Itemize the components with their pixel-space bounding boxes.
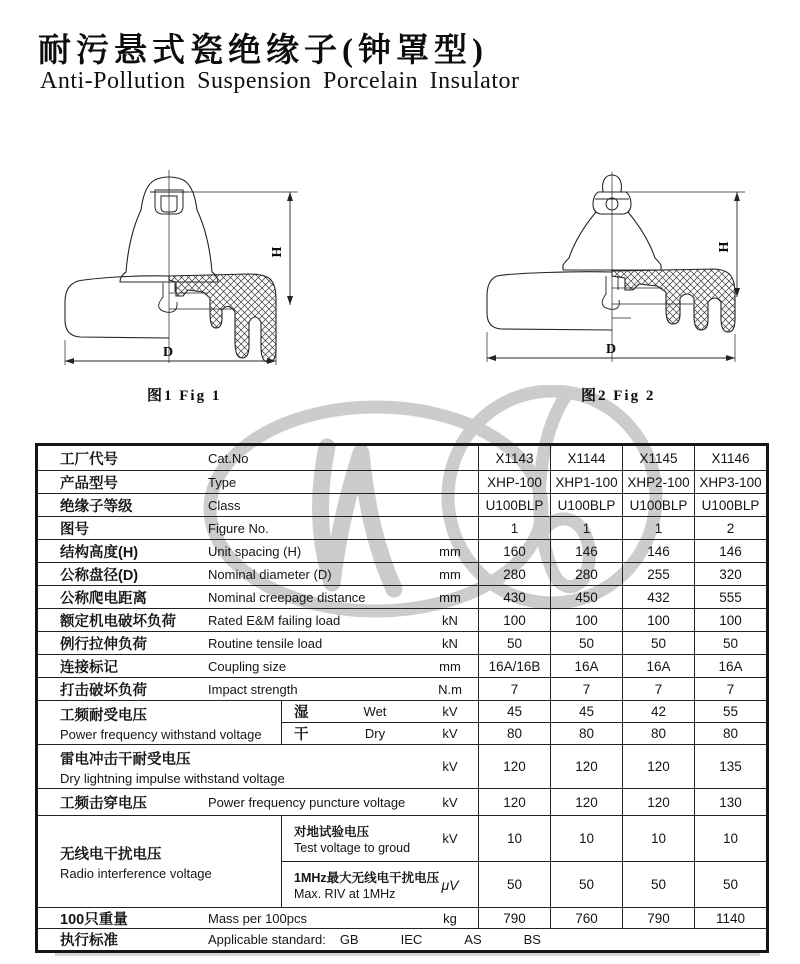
value-cell: 10 <box>694 816 766 861</box>
page-subtitle: Anti-Pollution Suspension Porcelain Insulator <box>40 68 520 94</box>
value-cell: 790 <box>478 908 550 928</box>
value-cell: 120 <box>478 745 550 788</box>
value-cell: 760 <box>550 908 622 928</box>
value-cell: 100 <box>478 609 550 631</box>
table-row-figure-no <box>38 516 766 539</box>
value-cell: XHP-100 <box>478 471 550 493</box>
value-cell: 120 <box>622 745 694 788</box>
value-cell: 1 <box>550 517 622 539</box>
value-cell: 16A/16B <box>478 655 550 677</box>
row-label-en: Power frequency puncture voltage <box>208 794 406 810</box>
sub-label-en: Test voltage to groud <box>294 841 411 855</box>
value-cell: U100BLP <box>550 494 622 516</box>
unit-cell <box>422 494 478 516</box>
d-arrow-left <box>65 358 74 364</box>
row-label-en: Rated E&M failing load <box>208 612 341 628</box>
value-cell: 16A <box>622 655 694 677</box>
value-cell: 7 <box>622 678 694 700</box>
insulator-drawing-fig2 <box>435 162 765 392</box>
value-cell: 80 <box>694 723 766 744</box>
value-cell: 10 <box>550 816 622 861</box>
value-cell: 320 <box>694 563 766 585</box>
unit-cell: μV <box>441 876 459 893</box>
table-row-puncture-voltage <box>38 788 766 815</box>
disc-section-hatched <box>612 269 735 332</box>
standard-item: GB <box>339 932 359 947</box>
unit-cell: kV <box>442 726 458 741</box>
row-label-cn: 工频耐受电压 <box>60 707 147 724</box>
row-label-en: Figure No. <box>208 520 269 536</box>
table-row-impact-strength <box>38 677 766 700</box>
row-label-en: Dry lightning impulse withstand voltage <box>60 770 285 786</box>
value-cell: 1 <box>478 517 550 539</box>
value-cell: 10 <box>622 816 694 861</box>
unit-cell: mm <box>439 543 461 559</box>
value-cell: 7 <box>478 678 550 700</box>
value-cell: 50 <box>622 862 694 907</box>
value-cell: 135 <box>694 745 766 788</box>
value-cell: XHP2-100 <box>622 471 694 493</box>
row-label-en: Mass per 100pcs <box>208 910 307 926</box>
value-cell: X1143 <box>478 446 550 470</box>
row-label-en: Cat.No <box>208 450 249 466</box>
value-cell: 7 <box>694 678 766 700</box>
value-cell: 160 <box>478 540 550 562</box>
value-cell: 45 <box>478 701 550 722</box>
row-label-cn: 公称爬电距离 <box>60 590 147 607</box>
page-title: 耐污悬式瓷绝缘子(钟罩型) <box>38 33 488 69</box>
value-cell: 146 <box>622 540 694 562</box>
value-cell: 16A <box>550 655 622 677</box>
value-cell: 100 <box>694 609 766 631</box>
row-label-cn: 执行标准 <box>60 933 118 949</box>
unit-cell: N.m <box>438 681 462 697</box>
unit-cell: kg <box>443 910 457 926</box>
value-cell: 280 <box>550 563 622 585</box>
value-cell: 120 <box>622 789 694 815</box>
row-label-en: Applicable standard: <box>208 932 326 947</box>
sub-label-cn: 湿 <box>294 705 309 721</box>
value-cell: X1144 <box>550 446 622 470</box>
value-cell: 50 <box>694 862 766 907</box>
standard-item: AS <box>464 932 482 947</box>
table-row-unit-spacing <box>38 539 766 562</box>
row-label-cn: 公称盘径(D) <box>60 567 139 584</box>
pin-detail <box>159 283 177 312</box>
unit-cell <box>422 471 478 493</box>
h-arrow-up <box>734 192 740 201</box>
unit-cell: kV <box>442 794 458 810</box>
table-row-standard <box>38 928 766 950</box>
unit-cell: mm <box>439 658 461 674</box>
row-label-cn: 绝缘子等级 <box>60 498 133 515</box>
row-label-en: Impact strength <box>208 681 298 697</box>
sub-label-en: Dry <box>364 726 386 741</box>
row-label-cn: 无线电干扰电压 <box>60 846 162 863</box>
value-cell: X1146 <box>694 446 766 470</box>
row-label-en: Radio interference voltage <box>60 865 212 881</box>
insulator-drawing-fig1 <box>38 162 318 392</box>
sub-label-cn: 1MHz最大无线电干扰电压 <box>294 871 440 885</box>
unit-cell <box>422 517 478 539</box>
value-cell: 130 <box>694 789 766 815</box>
row-label-cn: 100只重量 <box>60 911 128 928</box>
value-cell: 790 <box>622 908 694 928</box>
row-label-cn: 额定机电破坏负荷 <box>60 613 176 630</box>
sub-label-cn: 对地试验电压 <box>294 825 370 839</box>
disc-section-hatched <box>169 274 276 362</box>
value-cell: 100 <box>550 609 622 631</box>
dim-label-d-fig1: D <box>162 345 174 360</box>
value-cell: 42 <box>622 701 694 722</box>
table-row-rated-load <box>38 608 766 631</box>
unit-cell: kV <box>442 759 458 774</box>
row-label-en: Unit spacing (H) <box>208 543 302 559</box>
value-cell: XHP1-100 <box>550 471 622 493</box>
figure-2-caption: 图2 Fig 2 <box>581 388 656 404</box>
table-row-mass <box>38 907 766 928</box>
row-label-cn: 打击破坏负荷 <box>60 682 147 699</box>
value-cell: 7 <box>550 678 622 700</box>
row-label-en: Type <box>208 474 237 490</box>
sub-label-en: Max. RIV at 1MHz <box>294 887 396 901</box>
value-cell: 50 <box>694 632 766 654</box>
value-cell: 120 <box>550 745 622 788</box>
h-arrow-down <box>287 296 293 305</box>
table-row-type <box>38 470 766 493</box>
figure-1-caption: 图1 Fig 1 <box>147 388 222 404</box>
disc-outline <box>65 276 169 338</box>
value-cell: 280 <box>478 563 550 585</box>
table-row-creepage-distance <box>38 585 766 608</box>
d-arrow-right <box>726 355 735 361</box>
row-label-cn: 结构高度(H) <box>60 544 139 561</box>
value-cell: 255 <box>622 563 694 585</box>
table-row-cat-no <box>38 446 766 470</box>
value-cell: 45 <box>550 701 622 722</box>
sub-row-dry <box>282 722 766 744</box>
sub-row-wet <box>282 701 766 722</box>
unit-cell: kV <box>442 831 458 846</box>
row-label-en: Class <box>208 497 241 513</box>
value-cell: 50 <box>550 632 622 654</box>
table-row-lightning-impulse <box>38 744 766 788</box>
unit-cell: kN <box>442 635 458 651</box>
sub-label-en: Wet <box>363 704 387 719</box>
dim-label-d-fig2: D <box>605 342 617 357</box>
h-arrow-up <box>287 192 293 201</box>
row-label-en: Routine tensile load <box>208 635 323 651</box>
value-cell: 16A <box>694 655 766 677</box>
value-cell: U100BLP <box>478 494 550 516</box>
unit-cell <box>422 446 478 470</box>
value-cell: 146 <box>694 540 766 562</box>
spec-table <box>35 443 769 953</box>
table-row-riv <box>38 815 766 907</box>
row-label-en: Power frequency withstand voltage <box>60 726 262 742</box>
standard-item: BS <box>523 932 541 947</box>
value-cell: 80 <box>478 723 550 744</box>
value-cell: X1145 <box>622 446 694 470</box>
value-cell: 120 <box>550 789 622 815</box>
value-cell: 80 <box>622 723 694 744</box>
row-label-cn: 图号 <box>60 521 89 538</box>
scan-artifact-line <box>55 953 760 956</box>
value-cell: U100BLP <box>622 494 694 516</box>
row-label-cn: 工频击穿电压 <box>60 795 147 812</box>
value-cell: 2 <box>694 517 766 539</box>
value-cell: 450 <box>550 586 622 608</box>
value-cell: 432 <box>622 586 694 608</box>
value-cell: 555 <box>694 586 766 608</box>
dim-label-h-fig2: H <box>717 241 732 253</box>
value-cell: 430 <box>478 586 550 608</box>
d-arrow-left <box>487 355 496 361</box>
value-cell: 1 <box>622 517 694 539</box>
sub-row-test-voltage-ground <box>282 816 766 861</box>
value-cell: 50 <box>622 632 694 654</box>
row-label-cn: 雷电冲击干耐受电压 <box>60 751 191 768</box>
disc-outline <box>487 272 612 330</box>
standard-item: IEC <box>400 932 423 947</box>
value-cell: 120 <box>478 789 550 815</box>
value-cell: 50 <box>478 862 550 907</box>
table-row-nominal-diameter <box>38 562 766 585</box>
row-label-en: Nominal creepage distance <box>208 589 366 605</box>
value-cell: 55 <box>694 701 766 722</box>
row-label-cn: 例行拉伸负荷 <box>60 636 147 653</box>
unit-cell: mm <box>439 566 461 582</box>
row-label-cn: 工厂代号 <box>60 451 118 468</box>
sub-row-max-riv <box>282 861 766 907</box>
table-row-coupling-size <box>38 654 766 677</box>
value-cell: 50 <box>550 862 622 907</box>
table-row-pf-withstand <box>38 700 766 744</box>
value-cell: XHP3-100 <box>694 471 766 493</box>
unit-cell: kN <box>442 612 458 628</box>
table-row-routine-load <box>38 631 766 654</box>
row-label-cn: 连接标记 <box>60 659 118 676</box>
value-cell: 10 <box>478 816 550 861</box>
unit-cell: kV <box>442 704 458 719</box>
row-label-cn: 产品型号 <box>60 475 118 492</box>
value-cell: 80 <box>550 723 622 744</box>
row-label-en: Nominal diameter (D) <box>208 566 332 582</box>
sub-label-cn: 干 <box>294 727 309 743</box>
value-cell: 1140 <box>694 908 766 928</box>
value-cell: 146 <box>550 540 622 562</box>
value-cell: 100 <box>622 609 694 631</box>
value-cell: U100BLP <box>694 494 766 516</box>
row-label-en: Coupling size <box>208 658 287 674</box>
value-cell: 50 <box>478 632 550 654</box>
dim-label-h-fig1: H <box>270 246 285 258</box>
table-row-class <box>38 493 766 516</box>
unit-cell: mm <box>439 589 461 605</box>
